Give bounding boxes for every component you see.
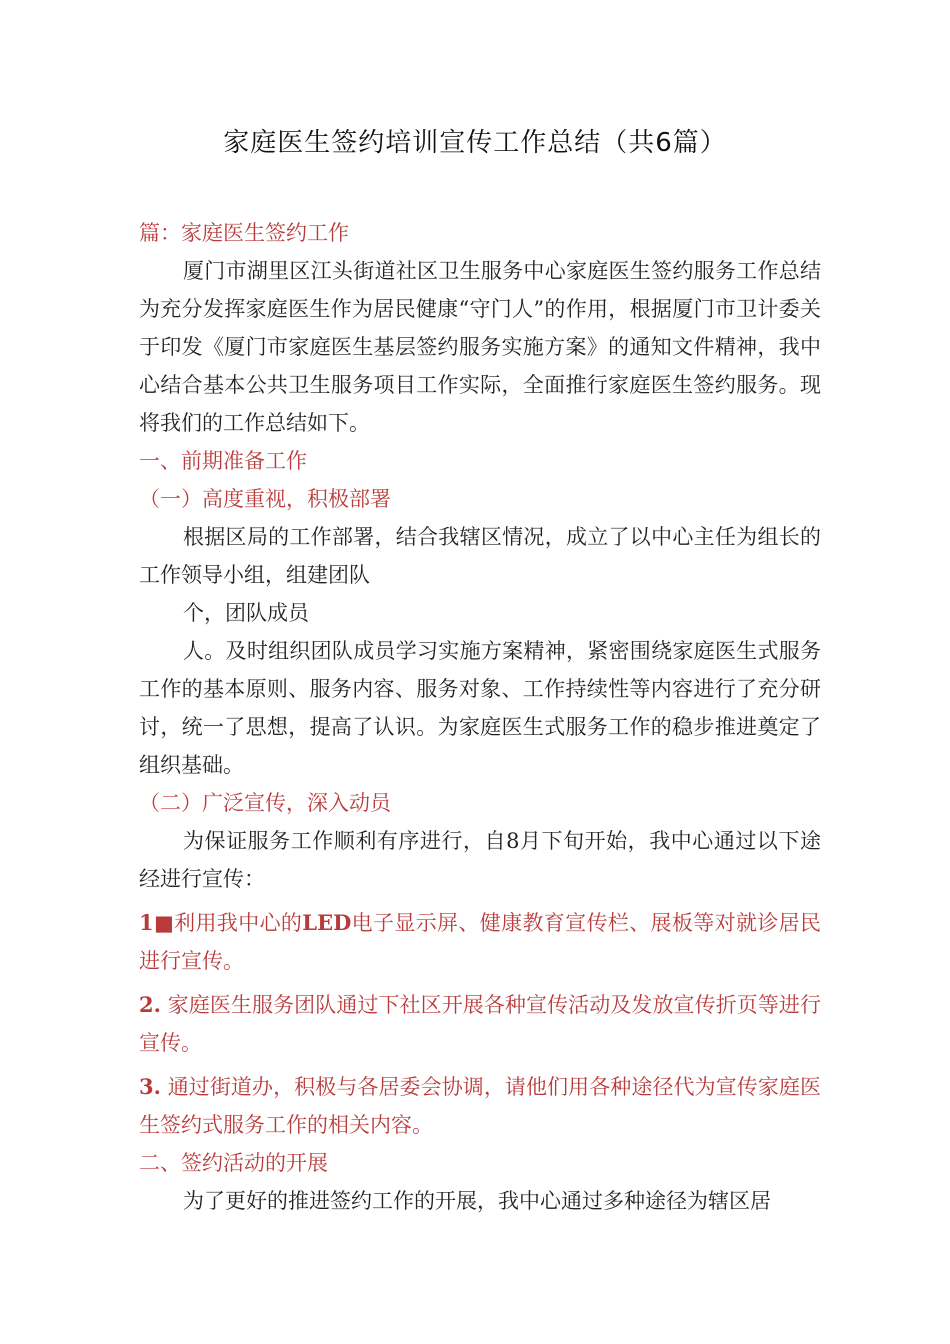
item-bold-text: LED — [302, 910, 352, 935]
item-text-rest: 电子显示屏、健康教育宣传栏、展板等对就诊居民进行宣传。 — [139, 911, 822, 973]
body-paragraph: 为了更好的推进签约工作的开展，我中心通过多种途径为辖区居 — [183, 1189, 771, 1213]
numbered-item — [139, 986, 821, 1062]
item-number: 2. — [139, 992, 161, 1017]
section-heading: 一、前期准备工作 — [139, 449, 307, 473]
subsection-heading: （一）高度重视，积极部署 — [139, 487, 391, 511]
body-paragraph: 人。及时组织团队成员学习实施方案精神，紧密围绕家庭医生式服务工作的基本原则、服务内容、服务对象、工作持续性等内容进行了充分研讨，统一了思想，提高了认识。为家庭医生式服务工作的稳步推进奠定了组织基础。 — [139, 639, 821, 777]
body-paragraph: 根据区局的工作部署，结合我辖区情况，成立了以中心主任为组长的工作领导小组，组建团队 — [139, 525, 821, 587]
item-number: 1■ — [139, 910, 175, 935]
item-text: 家庭医生服务团队通过下社区开展各种宣传活动及发放宣传折页等进行宣传。 — [139, 993, 821, 1055]
numbered-item — [139, 1068, 821, 1144]
body-paragraph: 个，团队成员 — [183, 601, 309, 625]
item-number: 3. — [139, 1074, 161, 1099]
section-heading: 篇：家庭医生签约工作 — [139, 221, 349, 245]
section-heading: 二、签约活动的开展 — [139, 1151, 328, 1175]
item-text: 利用我中心的 — [174, 911, 303, 935]
body-paragraph: 为保证服务工作顺利有序进行，自8月下旬开始，我中心通过以下途经进行宣传： — [139, 829, 821, 891]
item-text: 通过街道办，积极与各居委会协调，请他们用各种途径代为宣传家庭医生签约式服务工作的相关内容。 — [139, 1075, 821, 1137]
body-paragraph: 厦门市湖里区江头街道社区卫生服务中心家庭医生签约服务工作总结为充分发挥家庭医生作为居民健康“守门人”的作用，根据厦门市卫计委关于印发《厦门市家庭医生基层签约服务实施方案》的通知文件精神，我中心结合基本公共卫生服务项目工作实际，全面推行家庭医生签约服务。现将我们的工作总结如下。 — [139, 259, 821, 435]
numbered-item — [139, 904, 821, 980]
document-title: 家庭医生签约培训宣传工作总结（共6篇） — [223, 128, 727, 158]
document-body — [139, 214, 821, 1220]
subsection-heading: （二）广泛宣传，深入动员 — [139, 791, 391, 815]
